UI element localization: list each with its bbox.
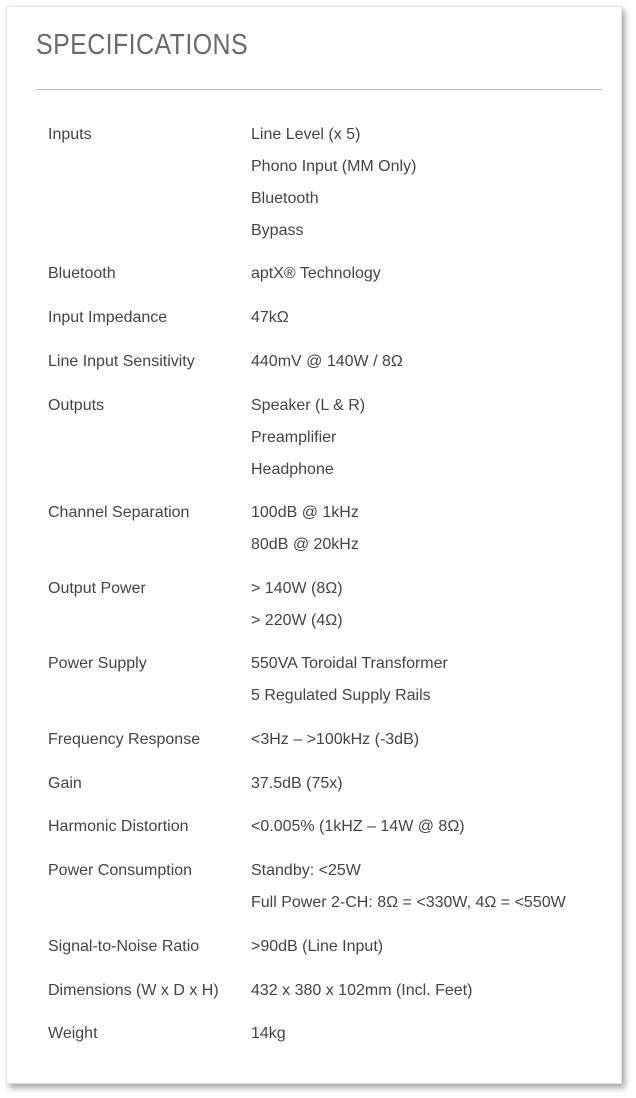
spec-values (251, 302, 289, 334)
spec-value: > 140W (8Ω) (251, 579, 343, 597)
spec-label: Line Input Sensitivity (48, 352, 195, 370)
spec-values (251, 855, 566, 919)
spec-label: Bluetooth (48, 265, 116, 283)
spec-value: Speaker (L & R) (251, 396, 366, 414)
title-divider (36, 89, 602, 90)
spec-value: Preamplifier (251, 428, 337, 446)
spec-label: Inputs (48, 126, 92, 143)
spec-label: Output Power (48, 579, 146, 597)
spec-label: Channel Separation (48, 504, 190, 521)
spec-value: 100dB @ 1kHz (251, 504, 359, 521)
spec-values (251, 573, 343, 637)
spec-values (251, 975, 472, 1007)
spec-value: aptX® Technology (251, 265, 381, 283)
spec-value: 80dB @ 20kHz (251, 536, 359, 553)
spec-value: 47kΩ (251, 309, 289, 326)
section-title: SPECIFICATIONS (36, 29, 249, 61)
spec-values (251, 346, 403, 378)
spec-label: Signal-to-Noise Ratio (48, 937, 200, 955)
spec-value: Headphone (251, 460, 334, 478)
spec-values (251, 648, 448, 712)
spec-value: Full Power 2-CH: 8Ω = <330W, 4Ω = <550W (251, 894, 566, 912)
spec-value: 432 x 380 x 102mm (Incl. Feet) (251, 981, 473, 999)
spec-value: 37.5dB (75x) (251, 774, 343, 792)
spec-values (251, 258, 381, 290)
spec-values (251, 390, 365, 486)
spec-value: 14kg (251, 1025, 286, 1043)
spec-label: Weight (48, 1025, 98, 1043)
spec-value: Bluetooth (251, 190, 319, 207)
spec-value: Standby: <25W (251, 862, 361, 880)
spec-values (251, 768, 343, 800)
spec-label: Power Consumption (48, 862, 193, 880)
spec-value: >90dB (Line Input) (251, 937, 384, 955)
spec-label: Power Supply (48, 655, 147, 673)
spec-value: 550VA Toroidal Transformer (251, 655, 448, 673)
spec-value: 5 Regulated Supply Rails (251, 687, 431, 705)
specifications-card (6, 6, 622, 1084)
spec-values (251, 1018, 286, 1050)
spec-values (251, 497, 359, 561)
spec-values (251, 931, 383, 963)
spec-label: Harmonic Distortion (48, 818, 189, 836)
spec-value: Phono Input (MM Only) (251, 158, 417, 175)
spec-label: Gain (48, 774, 82, 792)
spec-value: Line Level (x 5) (251, 126, 361, 143)
spec-values (251, 811, 465, 843)
spec-label: Dimensions (W x D x H) (48, 981, 219, 999)
spec-label: Input Impedance (48, 309, 168, 326)
spec-value: Bypass (251, 222, 304, 239)
spec-value: 440mV @ 140W / 8Ω (251, 352, 403, 370)
spec-value: <3Hz – >100kHz (-3dB) (251, 730, 420, 748)
spec-label: Frequency Response (48, 730, 201, 748)
spec-values (251, 119, 416, 247)
spec-label: Outputs (48, 396, 105, 414)
spec-value: <0.005% (1kHZ – 14W @ 8Ω) (251, 818, 465, 836)
spec-values (251, 724, 419, 756)
spec-value: > 220W (4Ω) (251, 611, 343, 629)
